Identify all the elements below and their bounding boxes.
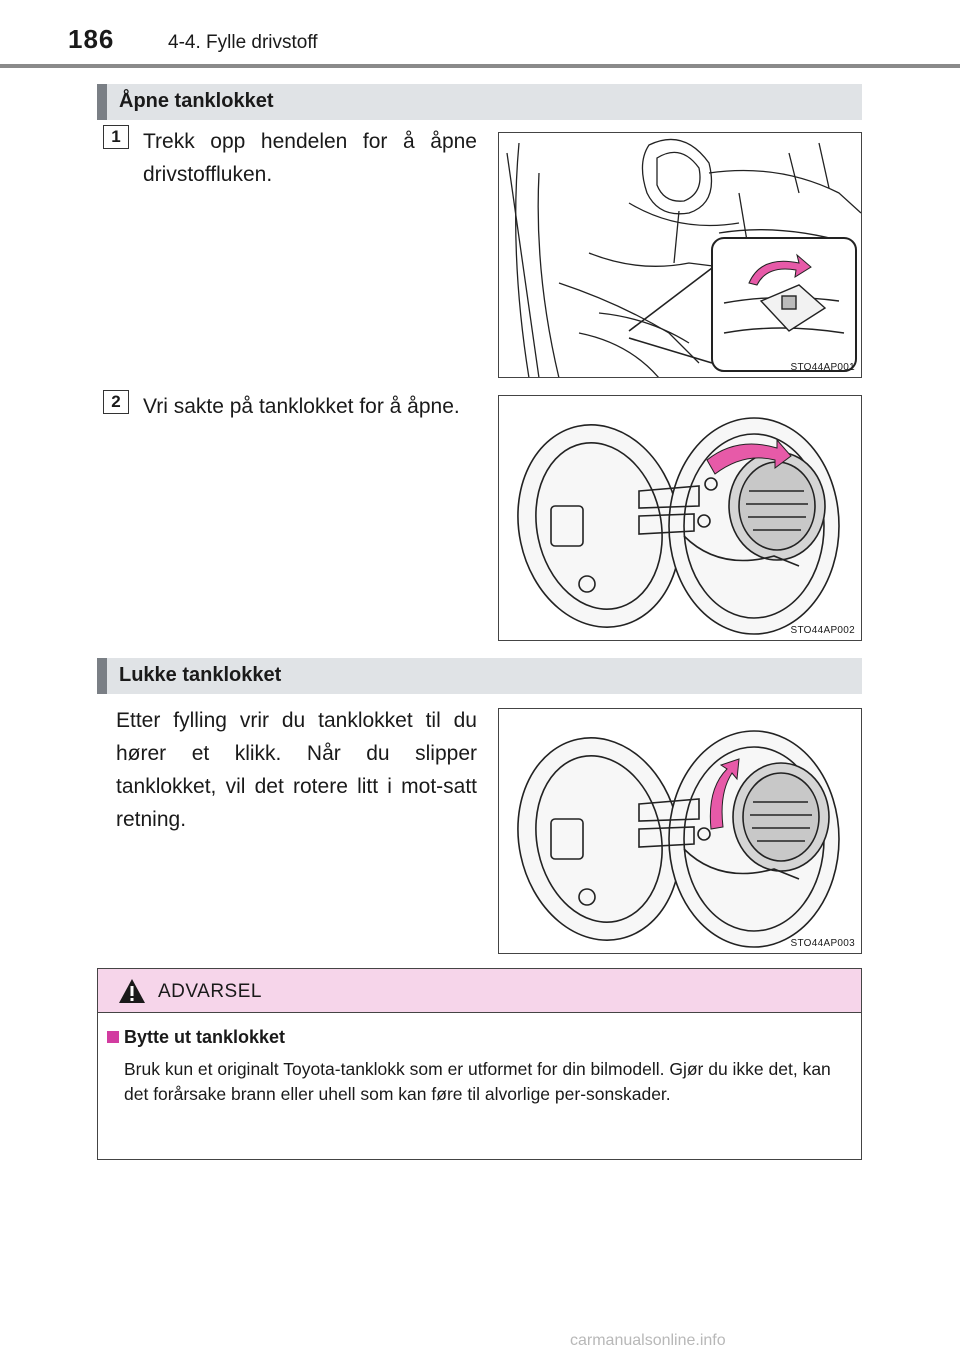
step-text-2: Vri sakte på tanklokket for å åpne.	[143, 395, 460, 418]
figure-code: STO44AP002	[790, 625, 855, 636]
warning-text: Bruk kun et originalt Toyota-tanklokk som er utformet for din bilmodell. Gjør du ikke det, kan det forårsake brann eller uhell som kan føre til alvorlige per-sonskader.	[124, 1059, 831, 1104]
warning-header	[98, 969, 861, 1013]
fuel-door-close-illustration	[499, 709, 862, 954]
watermark: carmanualsonline.info	[570, 1332, 726, 1349]
car-interior-illustration	[499, 133, 862, 378]
section-heading-close	[97, 658, 862, 694]
step-number-1: 1	[103, 125, 129, 149]
figure-code: STO44AP003	[790, 938, 855, 949]
chapter-title: 4-4. Fylle drivstoff	[168, 32, 318, 53]
section-heading-open	[97, 84, 862, 120]
step-text-1: Trekk opp hendelen for å åpne drivstoffluken.	[143, 130, 477, 186]
page-number: 186	[68, 24, 115, 54]
section-title: Lukke tanklokket	[119, 664, 282, 686]
close-instructions: Etter fylling vrir du tanklokket til du hører et klikk. Når du slipper tanklokket, vil det rotere litt i mot-satt retning.	[116, 709, 477, 831]
warning-title: ADVARSEL	[158, 981, 262, 1002]
fuel-door-open-illustration	[499, 396, 862, 641]
warning-subtitle: Bytte ut tanklokket	[124, 1027, 286, 1047]
figure-close-cap	[498, 708, 862, 954]
section-title: Åpne tanklokket	[119, 90, 274, 112]
figure-code: STO44AP001	[790, 362, 855, 373]
warning-triangle-icon	[118, 978, 146, 1004]
warning-box	[97, 968, 862, 1160]
figure-open-cap	[498, 395, 862, 641]
header-divider	[0, 64, 960, 68]
bullet-square-icon	[107, 1031, 119, 1043]
figure-lever	[498, 132, 862, 378]
page-header	[0, 0, 960, 70]
step-number-2: 2	[103, 390, 129, 414]
